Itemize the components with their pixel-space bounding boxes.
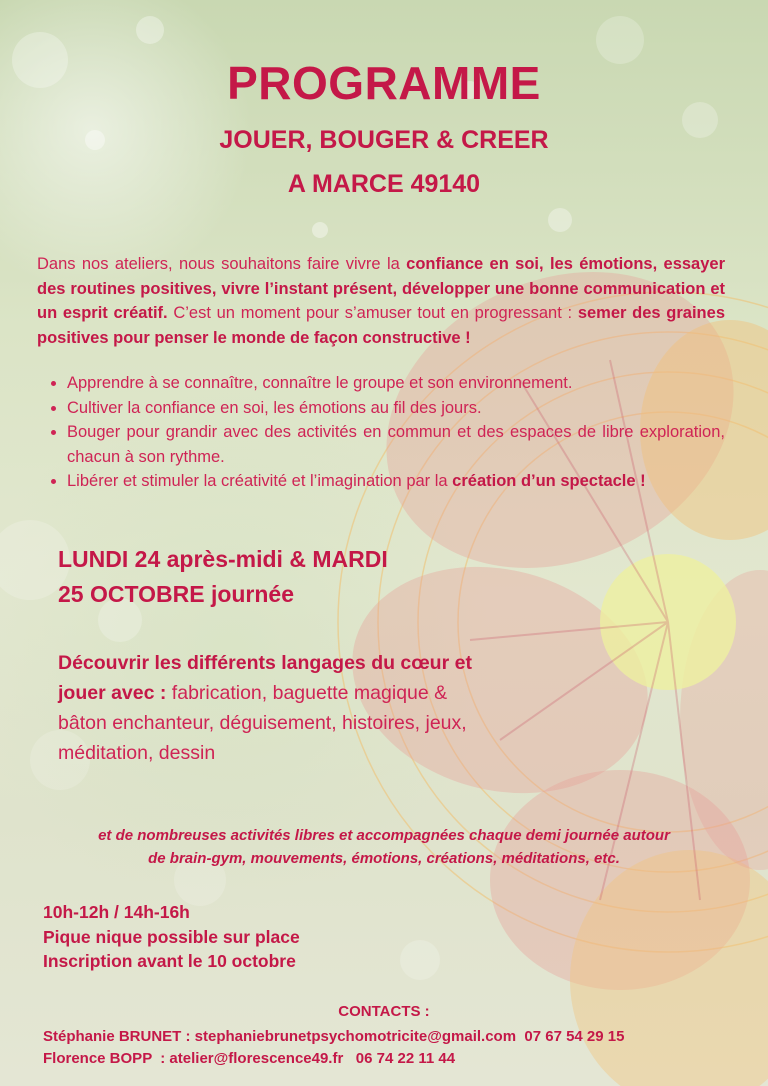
contacts-heading: CONTACTS : (338, 1003, 430, 1020)
objective-item (67, 469, 725, 494)
objective-item: • Apprendre à se connaître, connaître le groupe et son environnement. (67, 371, 725, 396)
contact-stephanie: Stéphanie BRUNET : stephaniebrunetpsychomotricite@gmail.com 07 67 54 29 15 (43, 1028, 625, 1045)
intro-text-2: C’est un moment pour s’amuser tout en progressant : (167, 304, 578, 322)
objective-item: • Bouger pour grandir avec des activités en commun et des espaces de libre exploration, chacun à son rythme. (67, 420, 725, 469)
activities-line-2: de brain-gym, mouvements, émotions, créations, méditations, etc. (148, 850, 620, 867)
discover-bold: Découvrir les différents langages du cœur et jouer avec : (58, 652, 472, 704)
intro-paragraph (37, 252, 725, 350)
contact-florence: Florence BOPP : atelier@florescence49.fr 06 74 22 11 44 (43, 1050, 456, 1067)
picnic-text: Pique nique possible sur place (43, 926, 300, 947)
dates-line-2: 25 OCTOBRE journée (58, 581, 295, 607)
subtitle-location: A MARCE 49140 (287, 170, 481, 198)
discover-paragraph (58, 648, 498, 768)
dates-line-1: LUNDI 24 après-midi & MARDI (58, 546, 388, 572)
objective-text: Libérer et stimuler la créativité et l’imagination par la (67, 472, 453, 490)
subtitle-activities: JOUER, BOUGER & CREER (219, 126, 549, 154)
objectives-list (37, 371, 725, 494)
activities-note (0, 824, 768, 870)
practical-info (43, 900, 300, 974)
intro-bold-1: confiance en soi, les émotions, essayer des routines positives, vivre l’instant présent, développer une bonne communication et un esprit créatif. (37, 255, 726, 322)
hours-text: 10h-12h / 14h-16h (43, 902, 190, 922)
registration-text: Inscription avant le 10 octobre (43, 951, 296, 971)
page-title: PROGRAMME (227, 57, 541, 109)
intro-text-1: Dans nos ateliers, nous souhaitons faire vivre la (37, 255, 407, 273)
event-dates (58, 542, 388, 612)
flower-center (600, 554, 736, 690)
objective-bold: création d’un spectacle ! (452, 472, 646, 490)
activities-line-1: et de nombreuses activités libres et accompagnées chaque demi journée autour (98, 827, 670, 844)
objective-item: • Cultiver la confiance en soi, les émotions au fil des jours. (67, 396, 725, 421)
intro-bold-2: semer des graines positives pour penser le monde de façon constructive ! (37, 304, 725, 347)
discover-text: fabrication, baguette magique & bâton enchanteur, déguisement, histoires, jeux, méditation, dessin (58, 682, 467, 764)
